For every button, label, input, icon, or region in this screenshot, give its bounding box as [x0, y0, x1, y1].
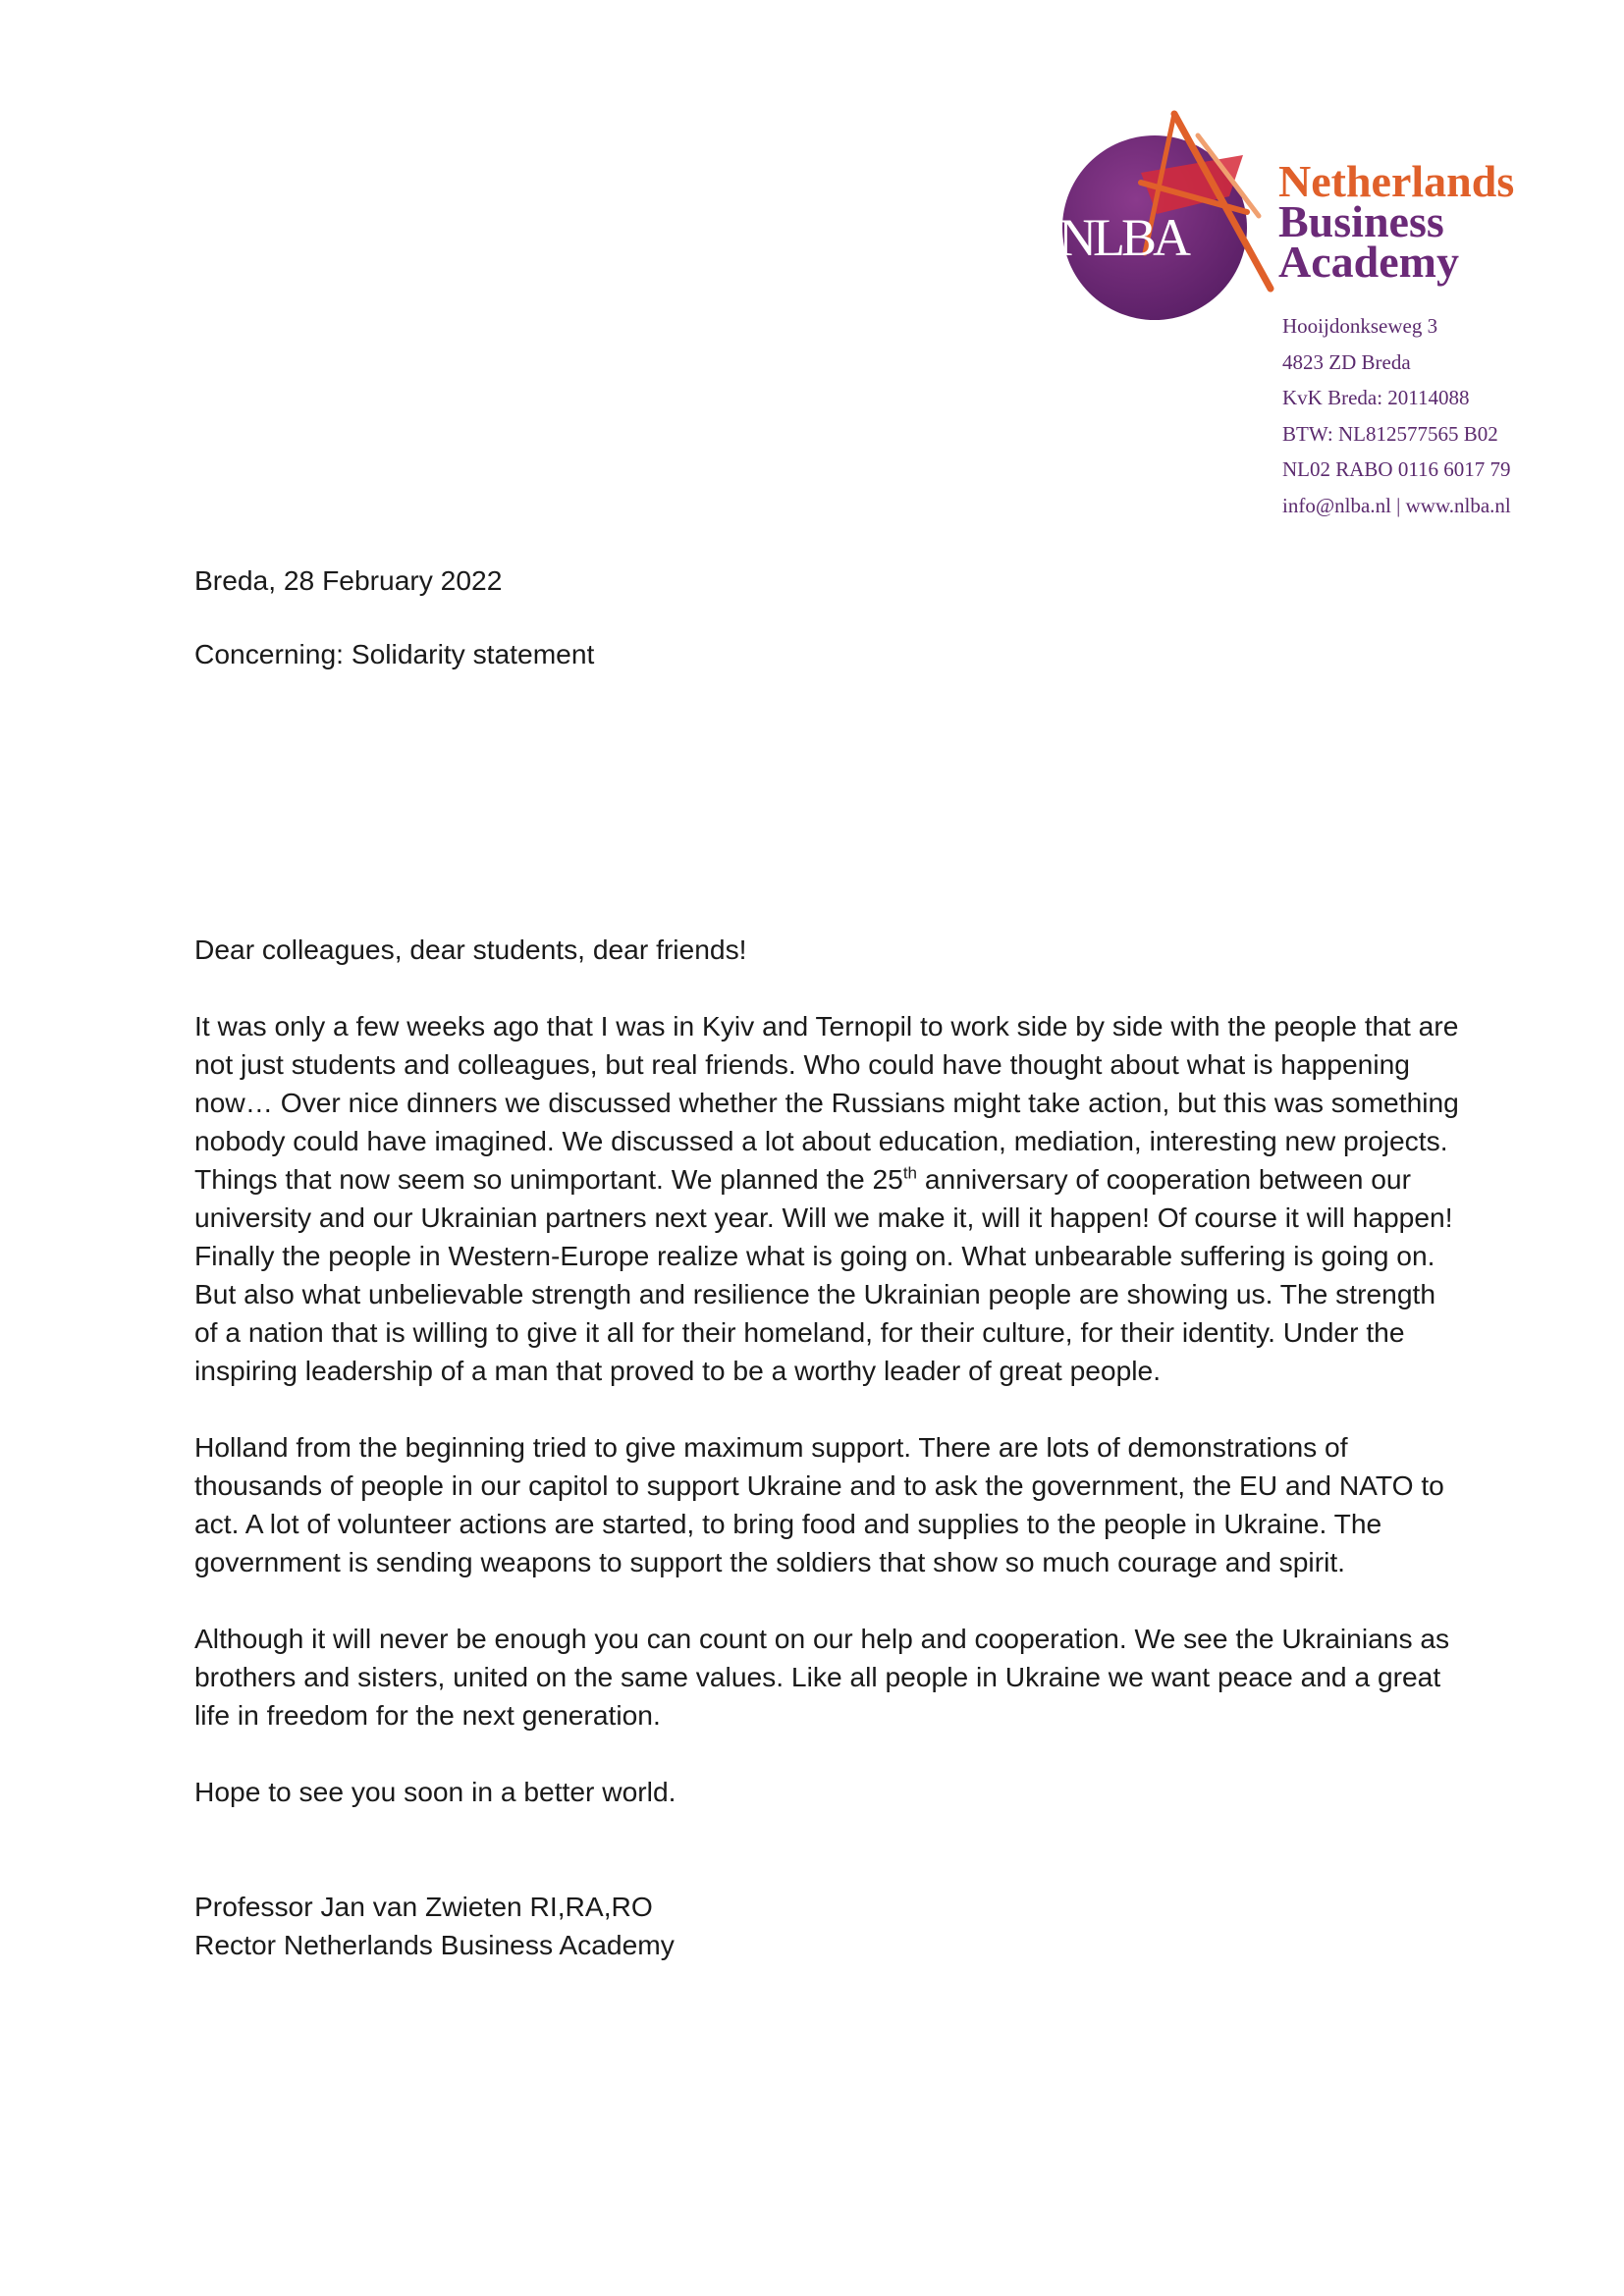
signature-name: Professor Jan van Zwieten RI,RA,RO — [194, 1891, 653, 1922]
address-kvk: KvK Breda: 20114088 — [1282, 386, 1470, 409]
letter-date: Breda, 28 February 2022 — [194, 564, 503, 596]
nlba-logo-icon — [1051, 106, 1286, 332]
org-name — [1278, 156, 1515, 287]
letter-paragraph-2: Holland from the beginning tried to give maximum support. There are lots of demonstrations of thousands of people in our capitol to support Ukraine and to ask the government, the EU and NATO to act. A lot of volunteer actions are started, to bring food and supplies to the people in Ukraine. The government is sending weapons to support the soldiers that show so much courage and spirit. — [194, 1431, 1444, 1577]
letter-paragraph-3: Although it will never be enough you can count on our help and cooperation. We see the Ukrainians as brothers and sisters, united on the same values. Like all people in Ukraine we want peace and a great life in freedom for the next generation. — [194, 1623, 1450, 1731]
address-postcode-city: 4823 ZD Breda — [1282, 349, 1411, 374]
letter-salutation: Dear colleagues, dear students, dear friends! — [194, 934, 747, 965]
org-address — [1282, 308, 1511, 523]
org-name-line: Netherlands — [1278, 156, 1515, 206]
address-street: Hooijdonkseweg 3 — [1282, 314, 1438, 338]
ordinal-suffix: th — [902, 1163, 918, 1183]
org-name-line: Academy — [1278, 237, 1459, 287]
signature-title: Rector Netherlands Business Academy — [194, 1929, 675, 1960]
address-iban: NL02 RABO 0116 6017 79 — [1282, 457, 1511, 481]
letterhead — [1051, 106, 1581, 538]
logo-monogram: NLBA — [1058, 208, 1187, 267]
signature-block — [194, 1888, 1461, 1964]
letter-closing: Hope to see you soon in a better world. — [194, 1776, 677, 1807]
paragraph-text: It was only a few weeks ago that I was in Kyiv and Ternopil to work side by side with the people that are not just students and colleagues, but real friends. Who could have thought about what is happening now… Over nice dinners we discussed whether the Russians might take action, but this was something nobody could have imagined. We discussed a lot about education, mediation, interesting new projects. Things that now seem so unimportant. We planned the 25 — [194, 1010, 1459, 1195]
letter-body — [194, 561, 1461, 1964]
org-name-line: Business — [1278, 196, 1444, 246]
address-btw: BTW: NL812577565 B02 — [1282, 421, 1498, 446]
address-contact: info@nlba.nl | www.nlba.nl — [1282, 493, 1511, 517]
paragraph-text: anniversary of cooperation between our university and our Ukrainian partners next year. Will we make it, will it happen! Of course it will happen! Finally the people in Western-Europe realize what is going on. What unbearable suffering is going on. But also what unbelievable strength and resilience the Ukrainian people are showing us. The strength of a nation that is willing to give it all for their homeland, for their culture, for their identity. Under the inspiring leadership of a man that proved to be a worthy leader of great people. — [194, 1163, 1453, 1386]
letter-paragraph-1 — [194, 1007, 1461, 1390]
letter-subject: Concerning: Solidarity statement — [194, 638, 595, 669]
